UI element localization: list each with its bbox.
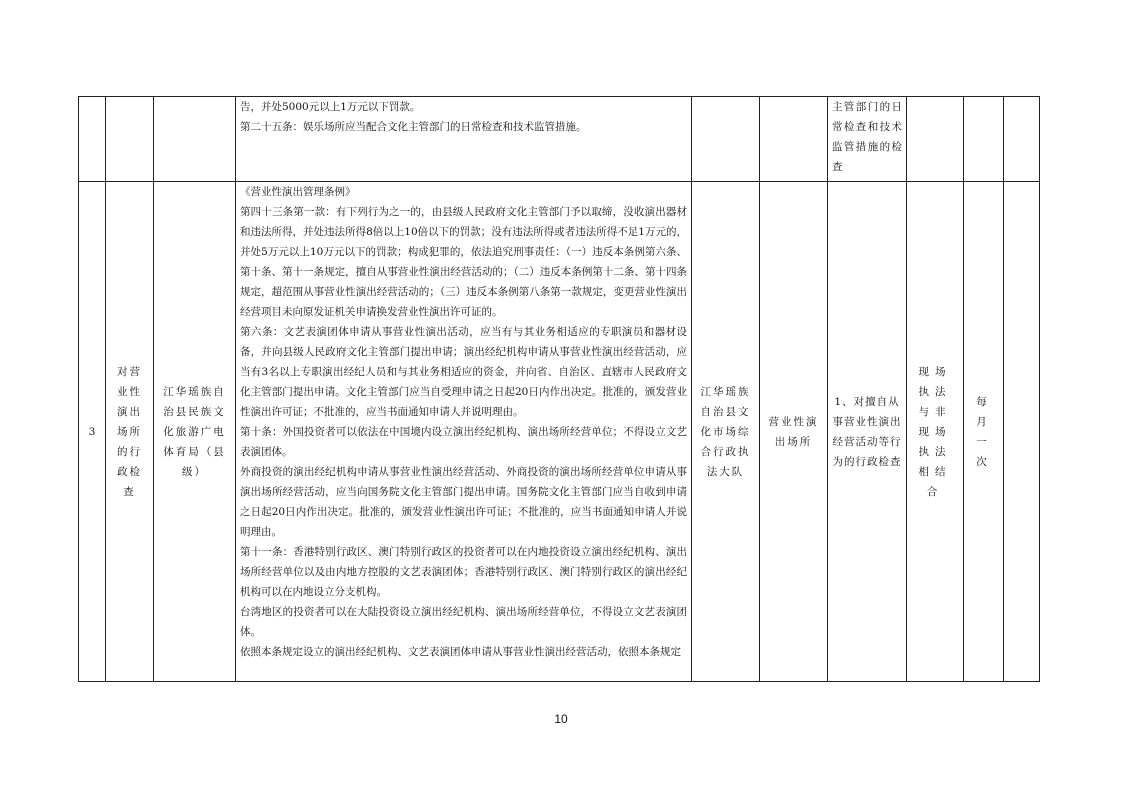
extra-cell <box>1004 182 1040 682</box>
enforcer-cell <box>692 182 760 682</box>
method-cell <box>907 97 964 182</box>
legal-paragraph: 第四十三条第一款：有下列行为之一的，由县级人民政府文化主管部门予以取缔，没收演出器材和违法所得，并处违法所得8倍以上10倍以下的罚款；没有违法所得或者违法所得不足1万元的，并处5万元以上10万元以下的罚款；构成犯罪的，依法追究刑事责任：（一）违反本条例第六条、第十条、第十一条规定，擅自从事营业性演出经营活动的；（二）违反本条例第十二条、第十四条规定，超范围从事营业性演出经营活动的；（三）违反本条例第八条第一款规定，变更营业性演出经营项目未向原发证机关申请换发营业性演出许可证的。 <box>240 206 687 318</box>
enforcer-text: 江华瑶族自治县文化市场综合行政执法大队 <box>700 385 751 478</box>
enforcer-cell <box>692 97 760 182</box>
frequency-text: 每月一次 <box>976 395 991 468</box>
extra-cell <box>1004 97 1040 182</box>
content-text: 1、对擅自从事营业性演出经营活动等行为的行政检查 <box>832 395 902 468</box>
method-text: 现场执法与非现场执法相结合 <box>918 365 952 498</box>
legal-paragraph: 第十条：外国投资者可以依法在中国境内设立演出经纪机构、演出场所经营单位；不得设立文艺表演团体。 <box>240 426 687 458</box>
page-number: 10 <box>554 712 568 726</box>
object-cell <box>760 97 828 182</box>
item-text: 对营业性演出场所的行政检查 <box>117 365 142 498</box>
department-cell <box>154 182 236 682</box>
method-cell <box>907 182 964 682</box>
content-cell: 主管部门的日常检查和技术监管措施的检查 <box>828 97 907 182</box>
legal-paragraph: 外商投资的演出经纪机构申请从事营业性演出经营活动、外商投资的演出场所经营单位申请从事演出场所经营活动，应当向国务院文化主管部门提出申请。国务院文化主管部门应当自收到申请之日起20日内作出决定。批准的，颁发营业性演出许可证；不批准的，应当书面通知申请人并说明理由。 <box>240 466 687 538</box>
legal-paragraph: 《营业性演出管理条例》 <box>240 186 356 198</box>
legal-paragraph: 第六条：文艺表演团体申请从事营业性演出活动，应当有与其业务相适应的专职演员和器材设备，并向县级人民政府文化主管部门提出申请；演出经纪机构申请从事营业性演出经营活动，应当有3名以上专职演出经纪人员和与其业务相适应的资金，并向省、自治区、直辖市人民政府文化主管部门提出申请。文化主管部门应当自受理申请之日起20日内作出决定。批准的，颁发营业性演出许可证；不批准的，应当书面通知申请人并说明理由。 <box>240 326 687 418</box>
table-row <box>79 182 1040 682</box>
frequency-cell <box>964 97 1004 182</box>
legal-paragraph: 告，并处5000元以上1万元以下罚款。 <box>240 101 421 113</box>
table-row <box>79 97 1040 182</box>
department-text: 江华瑶族自治县民族文化旅游广电体育局（县级） <box>163 385 226 478</box>
content-cell <box>828 182 907 682</box>
row-number-cell <box>79 97 106 182</box>
legal-paragraph: 第二十五条：娱乐场所应当配合文化主管部门的日常检查和技术监管措施。 <box>240 121 587 133</box>
legal-basis-cell <box>236 97 692 182</box>
legal-basis-cell <box>236 182 692 682</box>
legal-paragraph: 依照本条规定设立的演出经纪机构、文艺表演团体申请从事营业性演出经营活动，依照本条规定 <box>240 646 681 658</box>
object-cell <box>760 182 828 682</box>
item-cell <box>106 97 154 182</box>
inspection-table <box>78 96 1040 682</box>
department-cell <box>154 97 236 182</box>
frequency-cell <box>964 182 1004 682</box>
legal-paragraph: 台湾地区的投资者可以在大陆投资设立演出经纪机构、演出场所经营单位，不得设立文艺表演团体。 <box>240 606 687 638</box>
legal-paragraph: 第十一条：香港特别行政区、澳门特别行政区的投资者可以在内地投资设立演出经纪机构、演出场所经营单位以及由内地方控股的文艺表演团体；香港特别行政区、澳门特别行政区的演出经纪机构可以在内地设立分支机构。 <box>240 546 687 598</box>
item-cell <box>106 182 154 682</box>
row-number-cell <box>79 182 106 682</box>
row-number: 3 <box>88 425 96 438</box>
object-text: 营业性演出场所 <box>768 415 819 448</box>
